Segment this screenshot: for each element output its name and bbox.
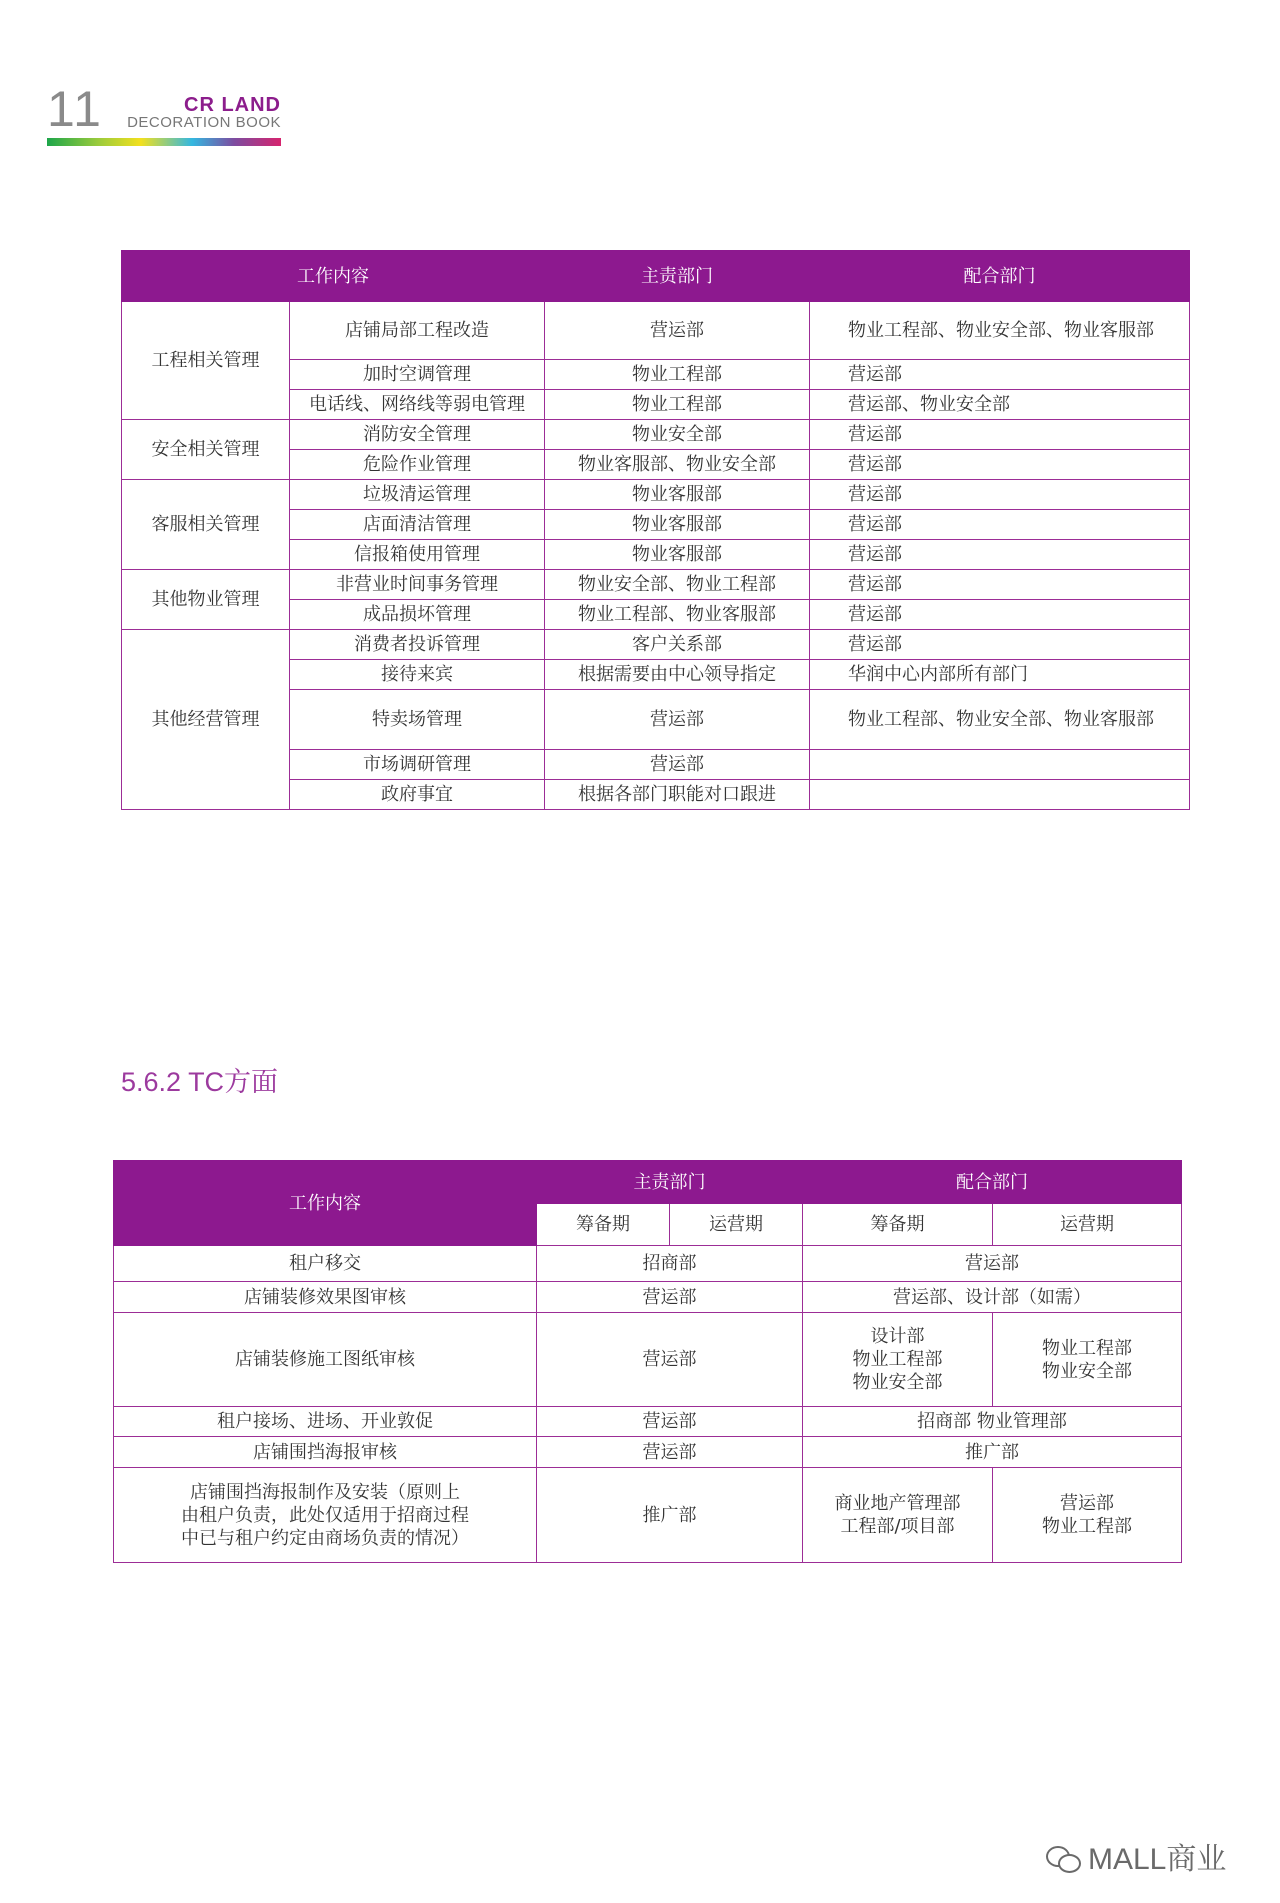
task-cell: [114, 1468, 537, 1563]
category-cell: 其他物业管理: [122, 570, 290, 630]
support-dept-cell: 华润中心内部所有部门: [810, 660, 1190, 690]
support-dept-cell: 营运部: [810, 510, 1190, 540]
task-line: 由租户负责，此处仅适用于招商过程: [181, 1504, 469, 1526]
brand-name: CR LAND: [184, 94, 281, 116]
watermark-text: MALL商业: [1088, 1843, 1227, 1876]
support-dept-cell: 营运部: [810, 450, 1190, 480]
lead-dept-cell: 营运部: [537, 1282, 803, 1313]
table-row: [114, 1246, 1182, 1282]
task-line: 店铺围挡海报制作及安装（原则上: [190, 1481, 460, 1503]
support-prep-cell: [803, 1313, 993, 1407]
lead-dept-cell: 根据需要由中心领导指定: [545, 660, 810, 690]
support-dept-cell: 营运部: [810, 600, 1190, 630]
responsibility-table-mall: [121, 250, 1190, 810]
watermark: [1046, 1834, 1226, 1878]
dept-line: 工程部/项目部: [840, 1516, 955, 1537]
task-cell: 加时空调管理: [290, 360, 545, 390]
lead-dept-cell: 物业工程部、物业客服部: [545, 600, 810, 630]
lead-dept-cell: 物业客服部: [545, 480, 810, 510]
header-lead-dept: 主责部门: [545, 251, 810, 302]
lead-dept-cell: 营运部: [537, 1407, 803, 1437]
lead-dept-cell: 客户关系部: [545, 630, 810, 660]
dept-line: 物业工程部: [1042, 1337, 1132, 1359]
task-cell: 消费者投诉管理: [290, 630, 545, 660]
task-cell: 成品损坏管理: [290, 600, 545, 630]
task-cell: 租户移交: [114, 1246, 537, 1282]
support-dept-cell: 营运部: [810, 630, 1190, 660]
table-row: [122, 630, 1190, 660]
lead-dept-cell: 根据各部门职能对口跟进: [545, 780, 810, 810]
lead-dept-cell: 物业客服部、物业安全部: [545, 450, 810, 480]
dept-line: 营运部: [1060, 1493, 1114, 1514]
task-cell: 接待来宾: [290, 660, 545, 690]
dept-line: 物业安全部: [1042, 1360, 1132, 1382]
category-cell: 安全相关管理: [122, 420, 290, 480]
lead-dept-cell: 物业客服部: [545, 510, 810, 540]
support-dept-cell: 营运部: [810, 360, 1190, 390]
page-header: [47, 81, 281, 152]
lead-dept-cell: 招商部: [537, 1246, 803, 1282]
dept-line: 物业工程部: [852, 1349, 943, 1370]
support-ops-cell: [993, 1313, 1182, 1407]
support-dept-cell: 营运部、物业安全部: [810, 390, 1190, 420]
support-dept-cell: [810, 750, 1190, 780]
support-dept-cell: 推广部: [803, 1437, 1182, 1468]
task-cell: 危险作业管理: [290, 450, 545, 480]
lead-dept-cell: 营运部: [537, 1313, 803, 1407]
lead-dept-cell: 物业安全部、物业工程部: [545, 570, 810, 600]
header-task: 工作内容: [122, 251, 545, 302]
lead-dept-cell: 营运部: [545, 690, 810, 750]
task-cell: 信报箱使用管理: [290, 540, 545, 570]
subheader-lead-prep: 筹备期: [537, 1204, 670, 1246]
task-cell: 非营业时间事务管理: [290, 570, 545, 600]
dept-line: 物业工程部: [1042, 1516, 1132, 1537]
task-cell: 租户接场、进场、开业敦促: [114, 1407, 537, 1437]
header-task: 工作内容: [114, 1161, 537, 1246]
page-number: 11: [47, 81, 103, 137]
support-dept-cell: [810, 780, 1190, 810]
lead-dept-cell: 物业客服部: [545, 540, 810, 570]
table-row: [122, 570, 1190, 600]
task-cell: 店铺装修施工图纸审核: [114, 1313, 537, 1407]
lead-dept-cell: 物业安全部: [545, 420, 810, 450]
subheader-support-ops: 运营期: [993, 1204, 1182, 1246]
support-dept-cell: 营运部: [803, 1246, 1182, 1282]
category-cell: 工程相关管理: [122, 302, 290, 420]
lead-dept-cell: 营运部: [545, 302, 810, 360]
table-row: [122, 480, 1190, 510]
category-cell: 其他经营管理: [122, 630, 290, 810]
table-row: [122, 420, 1190, 450]
task-cell: 店铺装修效果图审核: [114, 1282, 537, 1313]
subheader-support-prep: 筹备期: [803, 1204, 993, 1246]
task-cell: 垃圾清运管理: [290, 480, 545, 510]
table-row: [114, 1313, 1182, 1407]
support-dept-cell: 营运部、设计部（如需）: [803, 1282, 1182, 1313]
support-dept-cell: 物业工程部、物业安全部、物业客服部: [810, 690, 1190, 750]
task-cell: 特卖场管理: [290, 690, 545, 750]
task-cell: 消防安全管理: [290, 420, 545, 450]
dept-line: 设计部: [870, 1326, 925, 1347]
header-support-dept: 配合部门: [810, 251, 1190, 302]
support-dept-cell: 营运部: [810, 420, 1190, 450]
category-cell: 客服相关管理: [122, 480, 290, 570]
table-row: [114, 1437, 1182, 1468]
task-cell: 电话线、网络线等弱电管理: [290, 390, 545, 420]
subheader-lead-ops: 运营期: [670, 1204, 803, 1246]
support-ops-cell: [993, 1468, 1182, 1563]
lead-dept-cell: 物业工程部: [545, 360, 810, 390]
support-dept-cell: 营运部: [810, 540, 1190, 570]
table-row: [114, 1282, 1182, 1313]
lead-dept-cell: 物业工程部: [545, 390, 810, 420]
table-row: [122, 302, 1190, 360]
table-header-row: [114, 1161, 1182, 1204]
lead-dept-cell: 推广部: [537, 1468, 803, 1563]
lead-dept-cell: 营运部: [545, 750, 810, 780]
table-header-row: [122, 251, 1190, 302]
responsibility-table-tc: [113, 1160, 1182, 1563]
header-support-dept: 配合部门: [803, 1161, 1182, 1204]
support-prep-cell: [803, 1468, 993, 1563]
task-cell: 店铺局部工程改造: [290, 302, 545, 360]
table-row: [114, 1407, 1182, 1437]
task-cell: 店面清洁管理: [290, 510, 545, 540]
header-lead-dept: 主责部门: [537, 1161, 803, 1204]
support-dept-cell: 营运部: [810, 480, 1190, 510]
support-dept-cell: 物业工程部、物业安全部、物业客服部: [810, 302, 1190, 360]
dept-line: 商业地产管理部: [834, 1493, 961, 1514]
lead-dept-cell: 营运部: [537, 1437, 803, 1468]
wechat-icon: [1046, 1846, 1082, 1872]
support-dept-cell: 招商部 物业管理部: [803, 1407, 1182, 1437]
brand-subtitle: DECORATION BOOK: [127, 114, 281, 131]
task-cell: 店铺围挡海报审核: [114, 1437, 537, 1468]
task-line: 中已与租户约定由商场负责的情况）: [181, 1527, 469, 1549]
dept-line: 物业安全部: [852, 1372, 943, 1393]
task-cell: 政府事宜: [290, 780, 545, 810]
task-cell: 市场调研管理: [290, 750, 545, 780]
support-dept-cell: 营运部: [810, 570, 1190, 600]
section-title: 5.6.2 TC方面: [121, 1067, 279, 1097]
table-row: [114, 1468, 1182, 1563]
rainbow-bar: [47, 138, 281, 146]
